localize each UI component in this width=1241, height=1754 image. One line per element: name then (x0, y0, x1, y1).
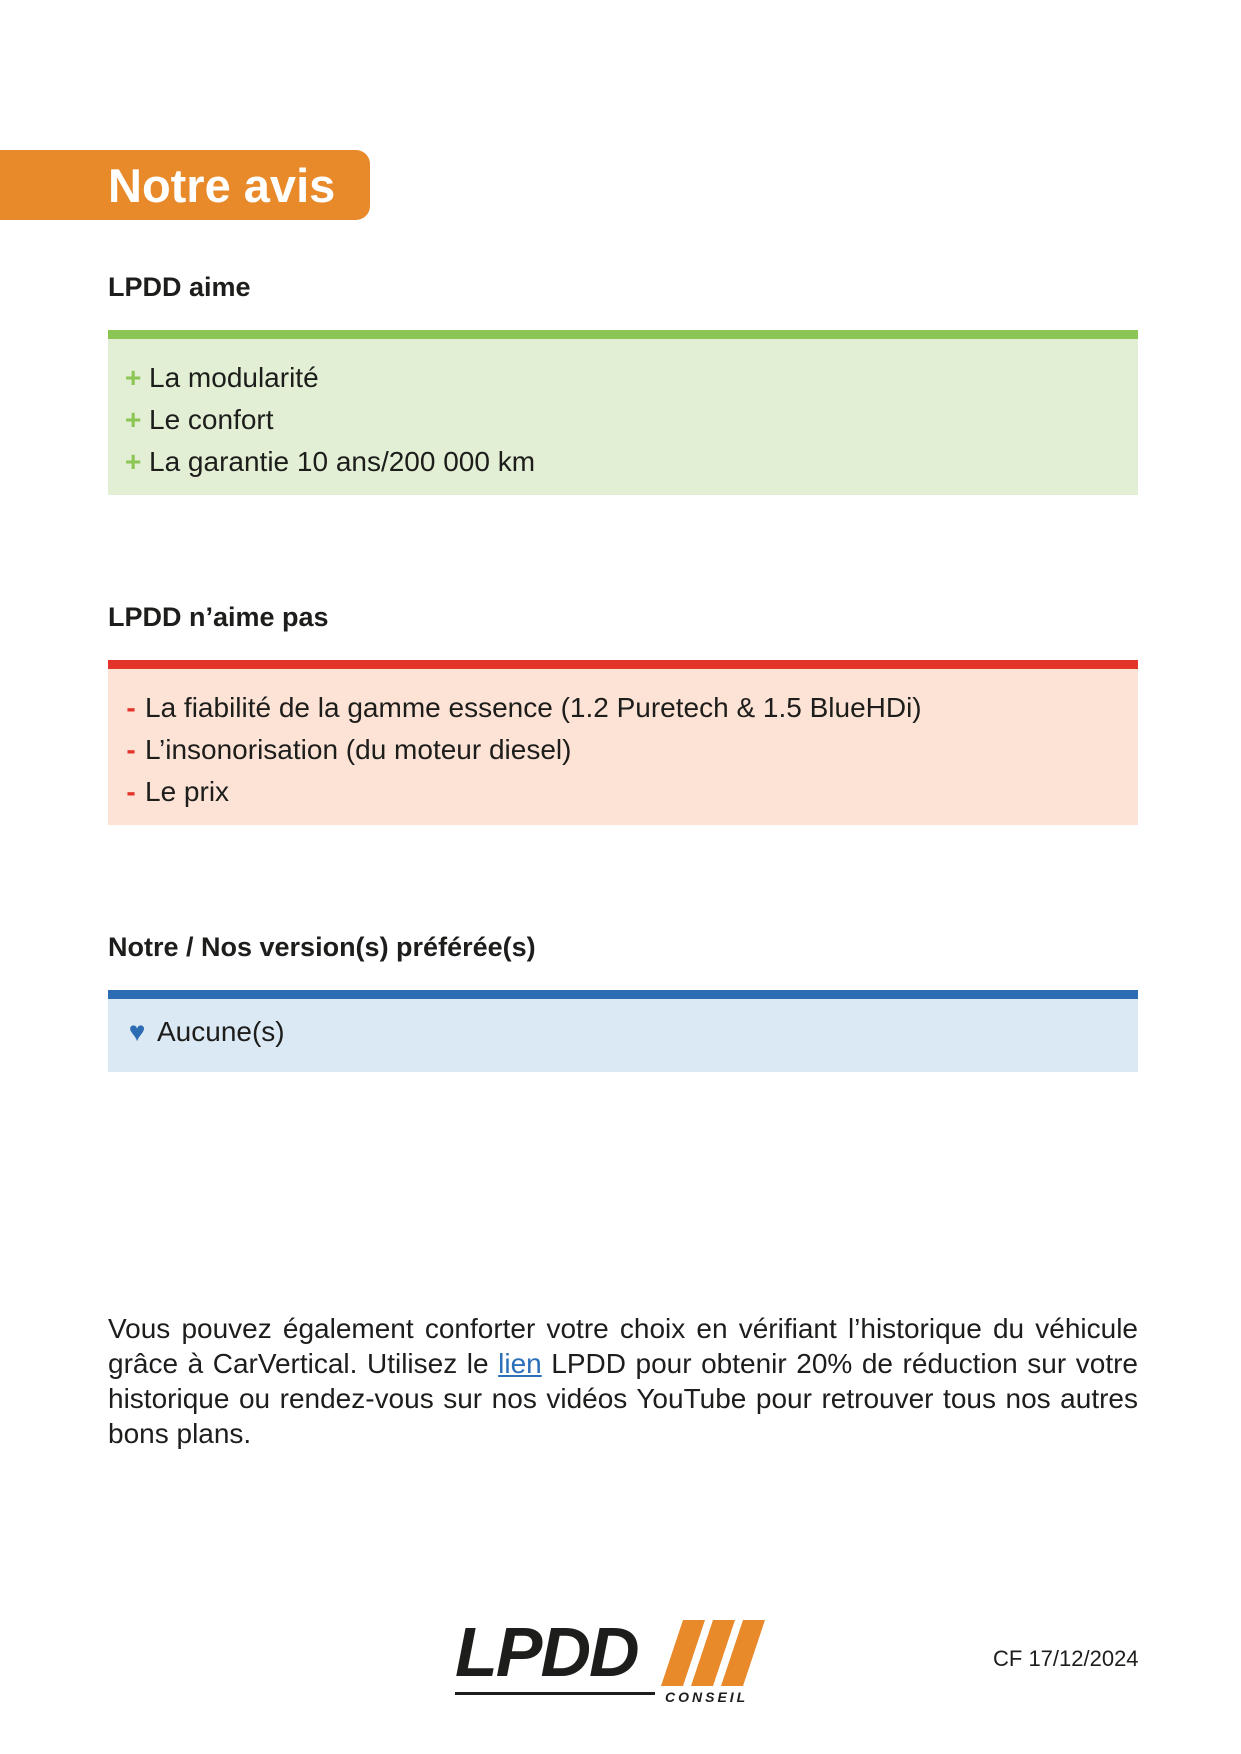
heart-icon: ♥ (128, 1016, 146, 1047)
preferred-heading: Notre / Nos version(s) préférée(s) (108, 932, 536, 962)
likes-box (108, 330, 1138, 495)
minus-icon: - (126, 692, 136, 723)
section-title-tab (0, 150, 370, 220)
lpdd-conseil-logo (455, 1612, 795, 1707)
carvertical-paragraph: Vous pouvez également conforter votre choix en vérifiant l’historique du véhicule grâce à CarVertical. Utilisez le lien LPDD pour obtenir 20% de réduction sur votre historique ou rendez-vous sur nos vidéos YouTube pour retrouver tous nos autres bons plans. (108, 1313, 1138, 1449)
dislikes-bar (108, 660, 1138, 669)
date-stamp: CF 17/12/2024 (993, 1646, 1139, 1671)
plus-icon: + (125, 404, 142, 435)
likes-item: + Le confort (125, 399, 1138, 441)
likes-item: + La garantie 10 ans/200 000 km (125, 441, 1138, 483)
likes-item: + La modularité (125, 357, 1138, 399)
dislikes-heading: LPDD n’aime pas (108, 602, 329, 632)
dislikes-item: - L’insonorisation (du moteur diesel) (125, 729, 1138, 771)
logo-brand-text: LPDD (455, 1613, 638, 1691)
plus-icon: + (125, 362, 142, 393)
likes-heading: LPDD aime (108, 272, 251, 302)
minus-icon: - (126, 776, 136, 807)
dislikes-box (108, 660, 1138, 825)
likes-bar (108, 330, 1138, 339)
carvertical-link[interactable]: lien (498, 1348, 542, 1379)
logo-underline (455, 1692, 655, 1695)
dislikes-item: - Le prix (125, 771, 1138, 813)
preferred-box (108, 990, 1138, 1072)
preferred-bar (108, 990, 1138, 999)
plus-icon: + (125, 446, 142, 477)
dislikes-item: - La fiabilité de la gamme essence (1.2 Puretech & 1.5 BlueHDi) (125, 687, 1138, 729)
logo-subtitle-text: CONSEIL (665, 1689, 749, 1705)
minus-icon: - (126, 734, 136, 765)
preferred-item: ♥ Aucune(s) (125, 1011, 1138, 1053)
page-title: Notre avis (108, 159, 336, 212)
